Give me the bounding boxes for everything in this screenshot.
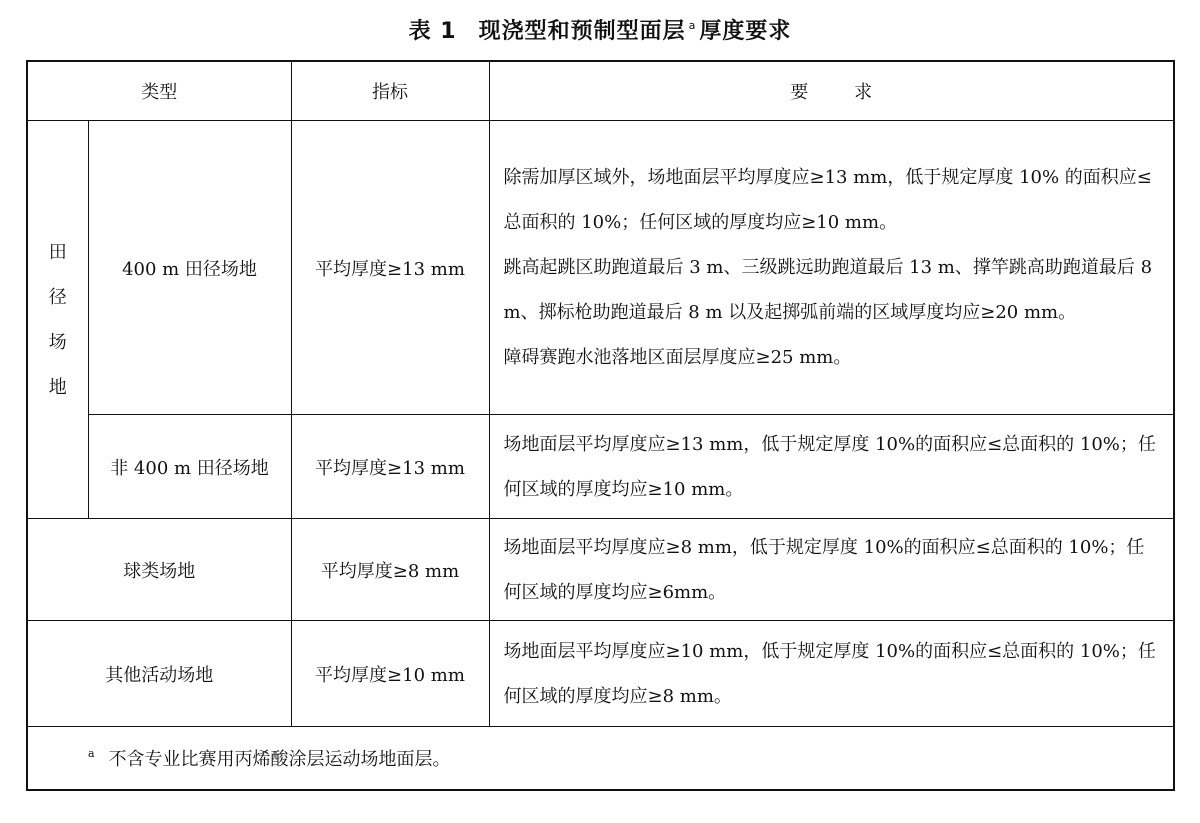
table-number: 表 1 [408, 19, 457, 44]
thickness-requirements-table [26, 60, 1175, 791]
requirement-non-400m: 场地面层平均厚度应≥13 mm，低于规定厚度 10%的面积应≤总面积的 10%；任何区域的厚度均应≥10 mm。 [489, 415, 1174, 519]
table-title-suffix: 厚度要求 [699, 19, 792, 44]
indicator-ball: 平均厚度≥8 mm [291, 519, 489, 621]
table-row [27, 519, 1174, 621]
requirement-400m: 除需加厚区域外，场地面层平均厚度应≥13 mm，低于规定厚度 10% 的面积应≤总面积的 10%；任何区域的厚度均应≥10 mm。 跳高起跳区助跑道最后 3 m、三级跳远助跑道最后 13 m、撑竿跳高助跑道最后 8 m、掷标枪助跑道最后 8 m 以及起掷弧前端的区域厚度均应≥20 mm。 障碍赛跑水池落地区面层厚度应≥25 mm。 [489, 121, 1174, 415]
table-title-text: 现浇型和预制型面层 [478, 19, 686, 44]
indicator-non-400m: 平均厚度≥13 mm [291, 415, 489, 519]
indicator-other: 平均厚度≥10 mm [291, 621, 489, 727]
table-row [27, 121, 1174, 415]
footnote-marker: a [88, 747, 95, 760]
table-row [27, 621, 1174, 727]
header-indicator: 指标 [291, 61, 489, 121]
type-other: 其他活动场地 [27, 621, 291, 727]
footnote-text: 不含专业比赛用丙烯酸涂层运动场地面层。 [108, 749, 451, 770]
footnote-row [27, 727, 1174, 791]
type-non-400m: 非 400 m 田径场地 [88, 415, 291, 519]
type-ball: 球类场地 [27, 519, 291, 621]
type-400m: 400 m 田径场地 [88, 121, 291, 415]
track-field-group-label: 田 径 场 地 [27, 121, 88, 519]
table-row [27, 415, 1174, 519]
requirement-other: 场地面层平均厚度应≥10 mm，低于规定厚度 10%的面积应≤总面积的 10%；任何区域的厚度均应≥8 mm。 [489, 621, 1174, 727]
requirement-ball: 场地面层平均厚度应≥8 mm，低于规定厚度 10%的面积应≤总面积的 10%；任何区域的厚度均应≥6mm。 [489, 519, 1174, 621]
indicator-400m: 平均厚度≥13 mm [291, 121, 489, 415]
table-header-row [27, 61, 1174, 121]
footnote [27, 727, 1174, 791]
table-title [0, 14, 1200, 45]
footnote-ref: a [688, 19, 697, 32]
header-type: 类型 [27, 61, 291, 121]
header-requirement: 要 求 [489, 61, 1174, 121]
